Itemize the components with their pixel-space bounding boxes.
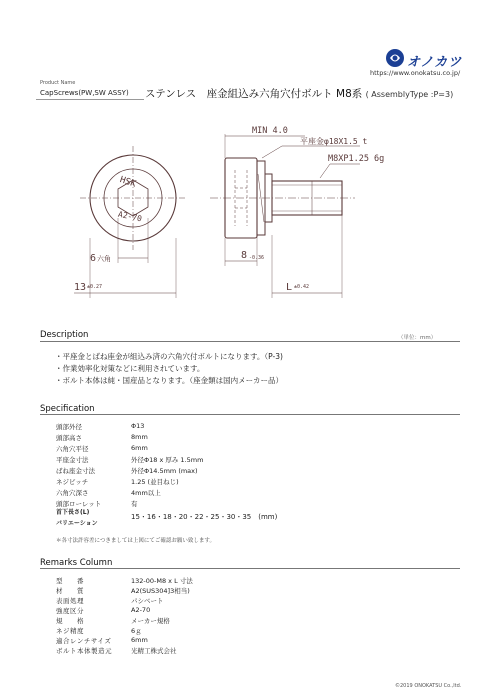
brand-logo-text: オノカツ (407, 55, 463, 70)
head-label-bottom: A2-70 (117, 209, 143, 224)
product-title (145, 86, 453, 101)
copyright: ©2019 ONOKATSU Co.,ltd. (395, 683, 462, 689)
remark-value: 6ｇ (131, 627, 142, 635)
spec-label: 六角穴平径 (56, 445, 89, 453)
length-variation-label: 首下長さ(L) (56, 509, 90, 516)
remark-value: 132-00-M8 x L 寸法 (131, 577, 193, 585)
product-title-main: ステンレス 座金組込み六角穴付ボルト M8系 (145, 88, 363, 100)
length-variation-values: 15・16・18・20・22・25・30・35 (mm) (131, 513, 278, 521)
dim-washer: 平座金φ18X1.5 t (300, 137, 368, 146)
remarks-title: Remarks Column (40, 558, 113, 568)
technical-drawing (60, 118, 385, 318)
specification-title: Specification (40, 404, 95, 414)
remark-value: パシベート (131, 597, 164, 605)
description-divider (40, 341, 460, 342)
spec-value: 外径Φ18 x 厚み 1.5mm (131, 456, 204, 464)
spec-value: 4mm以上 (131, 489, 161, 497)
remark-label: 材 質 (56, 587, 84, 595)
company-url[interactable]: https://www.onokatsu.co.jp/ (370, 69, 461, 77)
spec-value: Φ13 (131, 422, 145, 430)
spec-value: 6mm (131, 444, 148, 452)
spec-label: 頭部外径 (56, 423, 82, 431)
description-line: ・平座金とばね座金が組込み済の六角穴付ボルトになります。（P-3) (55, 352, 283, 361)
remark-value: メーカー規格 (131, 617, 170, 625)
product-divider (36, 99, 144, 100)
spec-value: 1.25 (並目ねじ) (131, 478, 179, 486)
unit-note: （単位：mm） (398, 335, 437, 341)
spec-label: ネジピッチ (56, 478, 89, 486)
spec-label: 頭部高さ (56, 434, 82, 442)
remark-label: 表面処理 (56, 597, 84, 605)
remark-label: ボルト本体製造元 (56, 647, 112, 655)
dim-hex-unit: 六角 (97, 255, 111, 263)
spec-label: ばね座金寸法 (56, 467, 95, 475)
spec-value: 有 (131, 500, 138, 508)
remark-value: 光精工株式会社 (131, 647, 177, 655)
head-label-top: HSK (118, 175, 138, 190)
dim-head-height-tol: -0.36 (249, 255, 265, 261)
product-code: CapScrews(PW,SW ASSY) (40, 89, 129, 97)
dim-min-depth: MIN 4.0 (252, 126, 288, 136)
dim-head-diameter-tol: ±0.27 (87, 284, 103, 290)
spec-value: 8mm (131, 433, 148, 441)
length-variation-label-2: バリエーション (56, 520, 98, 527)
product-name-label: Product Name (40, 80, 76, 86)
remark-label: 規 格 (56, 617, 84, 625)
remark-value: A2(SUS304]3相当) (131, 587, 190, 595)
remark-label: 強度区分 (56, 607, 84, 615)
dim-head-diameter: 13 (74, 282, 87, 293)
onokatsu-logo-icon (384, 48, 406, 68)
spec-value: 外径Φ14.5mm (max) (131, 467, 198, 475)
remarks-divider (40, 568, 460, 569)
dim-thread: M8XP1.25 6g (328, 154, 385, 164)
description-title: Description (40, 330, 89, 340)
bolt-side-view (210, 158, 355, 238)
description-line: ・ボルト本体は純・国産品となります。（座金類は国内メーカー品） (55, 376, 283, 385)
dim-hex-value: 6 (90, 253, 97, 264)
dim-length-tol: ±0.42 (294, 284, 310, 290)
head-front-view (80, 146, 186, 250)
remark-label: 適合レンチサイズ (56, 637, 112, 645)
remark-label: 型 番 (56, 577, 84, 585)
spec-label: 六角穴深さ (56, 489, 89, 497)
dim-head-height: 8 (241, 250, 248, 261)
description-line: ・作業効率化対策などに利用されています。 (55, 364, 205, 373)
specification-divider (40, 414, 460, 415)
remark-value: A2-70 (131, 606, 151, 614)
remark-label: ネジ精度 (56, 627, 84, 635)
spec-label: 頭部ローレット (56, 500, 102, 508)
remark-value: 6mm (131, 636, 148, 644)
spec-label: 平座金寸法 (56, 456, 89, 464)
dim-length: L (286, 282, 293, 293)
product-title-sub: ( AssemblyType :P=3) (365, 90, 454, 99)
tolerance-note: ＊各寸法許容差につきましては上図にてご確認お願い致します。 (56, 538, 215, 544)
